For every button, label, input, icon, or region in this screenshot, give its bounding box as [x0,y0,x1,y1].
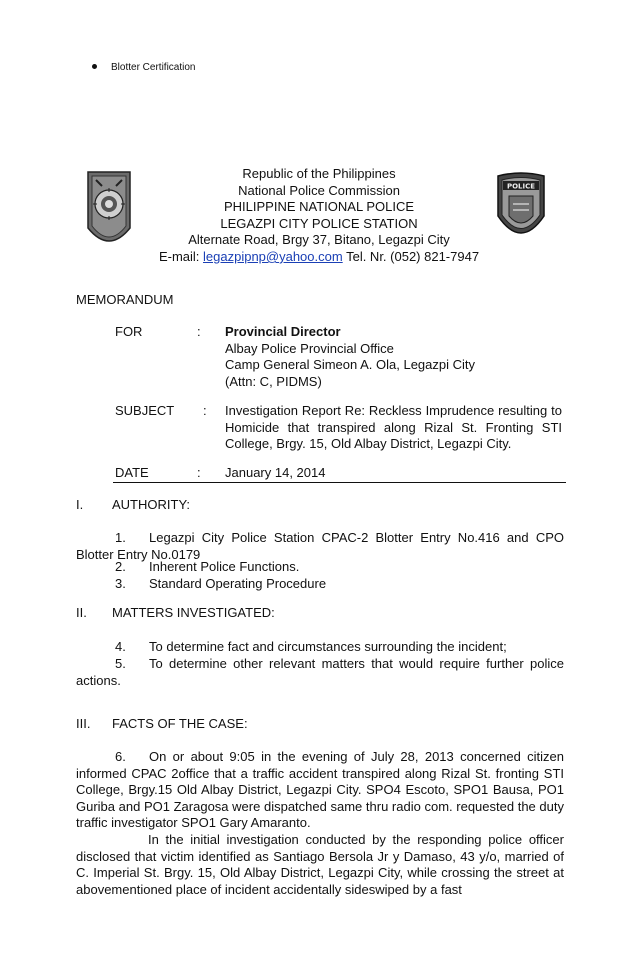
letterhead-address: Alternate Road, Brgy 37, Bitano, Legazpi City [188,232,450,248]
letterhead-station: LEGAZPI CITY POLICE STATION [220,215,418,231]
item-number: 5. [115,656,126,671]
section-title: AUTHORITY: [112,497,191,512]
date-colon: : [197,465,201,480]
memorandum-heading: MEMORANDUM [76,292,174,307]
facts-paragraph-2 [76,832,564,898]
item-text: Legazpi City Police Station CPAC-2 Blotter Entry No.416 and CPO Blotter Entry No.0179 [76,530,564,562]
item-number: 3. [115,576,126,591]
subject-colon: : [203,403,207,418]
recipient-title: Provincial Director [225,324,341,339]
section-facts [76,716,248,731]
authority-item-3 [115,576,326,591]
section-title: MATTERS INVESTIGATED: [112,605,275,620]
for-colon: : [197,324,201,339]
section-number: I. [76,497,84,512]
item-number: 2. [115,559,126,574]
facts-item-6 [76,749,564,832]
letterhead-republic: Republic of the Philippines [242,166,396,181]
item-text: Inherent Police Functions. [149,559,300,574]
item-number: 6. [115,749,126,764]
date-value: January 14, 2014 [225,465,326,480]
subject-text: Investigation Report Re: Reckless Imprudence resulting to Homicide that transpired along Rizal St. Fronting STI College, Brgy. 15, Old Albay District, Legazpi City. [225,403,562,452]
recipient-attention: (Attn: C, PIDMS) [225,373,322,389]
for-label: FOR [115,324,143,339]
item-text: Standard Operating Procedure [149,576,327,591]
paragraph-text: In the initial investigation conducted by the responding police officer disclosed that victim identified as Santiago Bersola Jr y Damaso, 43 y/o, married of C. Imperial St. Brgy. 15, Old Albay District, Legazpi City, while crossing the street at abovementioned place of incident accidentally sideswiped by a fast [76,832,564,897]
subject-label: SUBJECT [115,403,175,418]
letterhead-pnp: PHILIPPINE NATIONAL POLICE [224,199,414,215]
for-recipient [225,324,475,390]
matters-item-5 [76,656,564,689]
recipient-address: Camp General Simeon A. Ola, Legazpi City [225,357,476,373]
letterhead-contact [100,249,538,266]
section-authority [76,497,190,512]
item-number: 4. [115,639,126,654]
date-label: DATE [115,465,149,480]
email-label: E-mail: [158,248,200,264]
bullet-item [92,62,195,73]
authority-item-2 [115,559,299,574]
section-number: III. [76,716,91,731]
section-title: FACTS OF THE CASE: [112,716,248,731]
bullet-dot [92,64,97,69]
letterhead [100,166,538,266]
item-text: To determine fact and circumstances surrounding the incident; [149,639,507,654]
email-link[interactable]: legazpipnp@yahoo.com [203,248,343,264]
item-text: On or about 9:05 in the evening of July 28, 2013 concerned citizen informed CPAC 2office that a traffic accident transpired along Rizal St. fronting STI College, Brgy.15 Old Albay District, Legazpi City. SPO4 Escoto, SPO1 Bausa, PO1 Guriba and PO1 Zaragosa were dispatched same thru radio com. requested the duty traffic investigator SPO1 Gary Amaranto. [76,749,564,831]
bullet-item-text: Blotter Certification [111,62,196,73]
police-badge-text: POLICE [506,182,536,191]
section-matters [76,605,275,620]
item-text: To determine other relevant matters that would require further police actions. [76,656,564,688]
matters-item-4 [115,639,507,654]
letterhead-napolcom: National Police Commission [238,182,400,198]
section-number: II. [76,605,87,620]
telephone: Tel. Nr. (052) 821-7947 [346,248,480,264]
recipient-office: Albay Police Provincial Office [225,340,394,356]
header-divider [113,482,566,483]
item-number: 1. [115,530,126,545]
